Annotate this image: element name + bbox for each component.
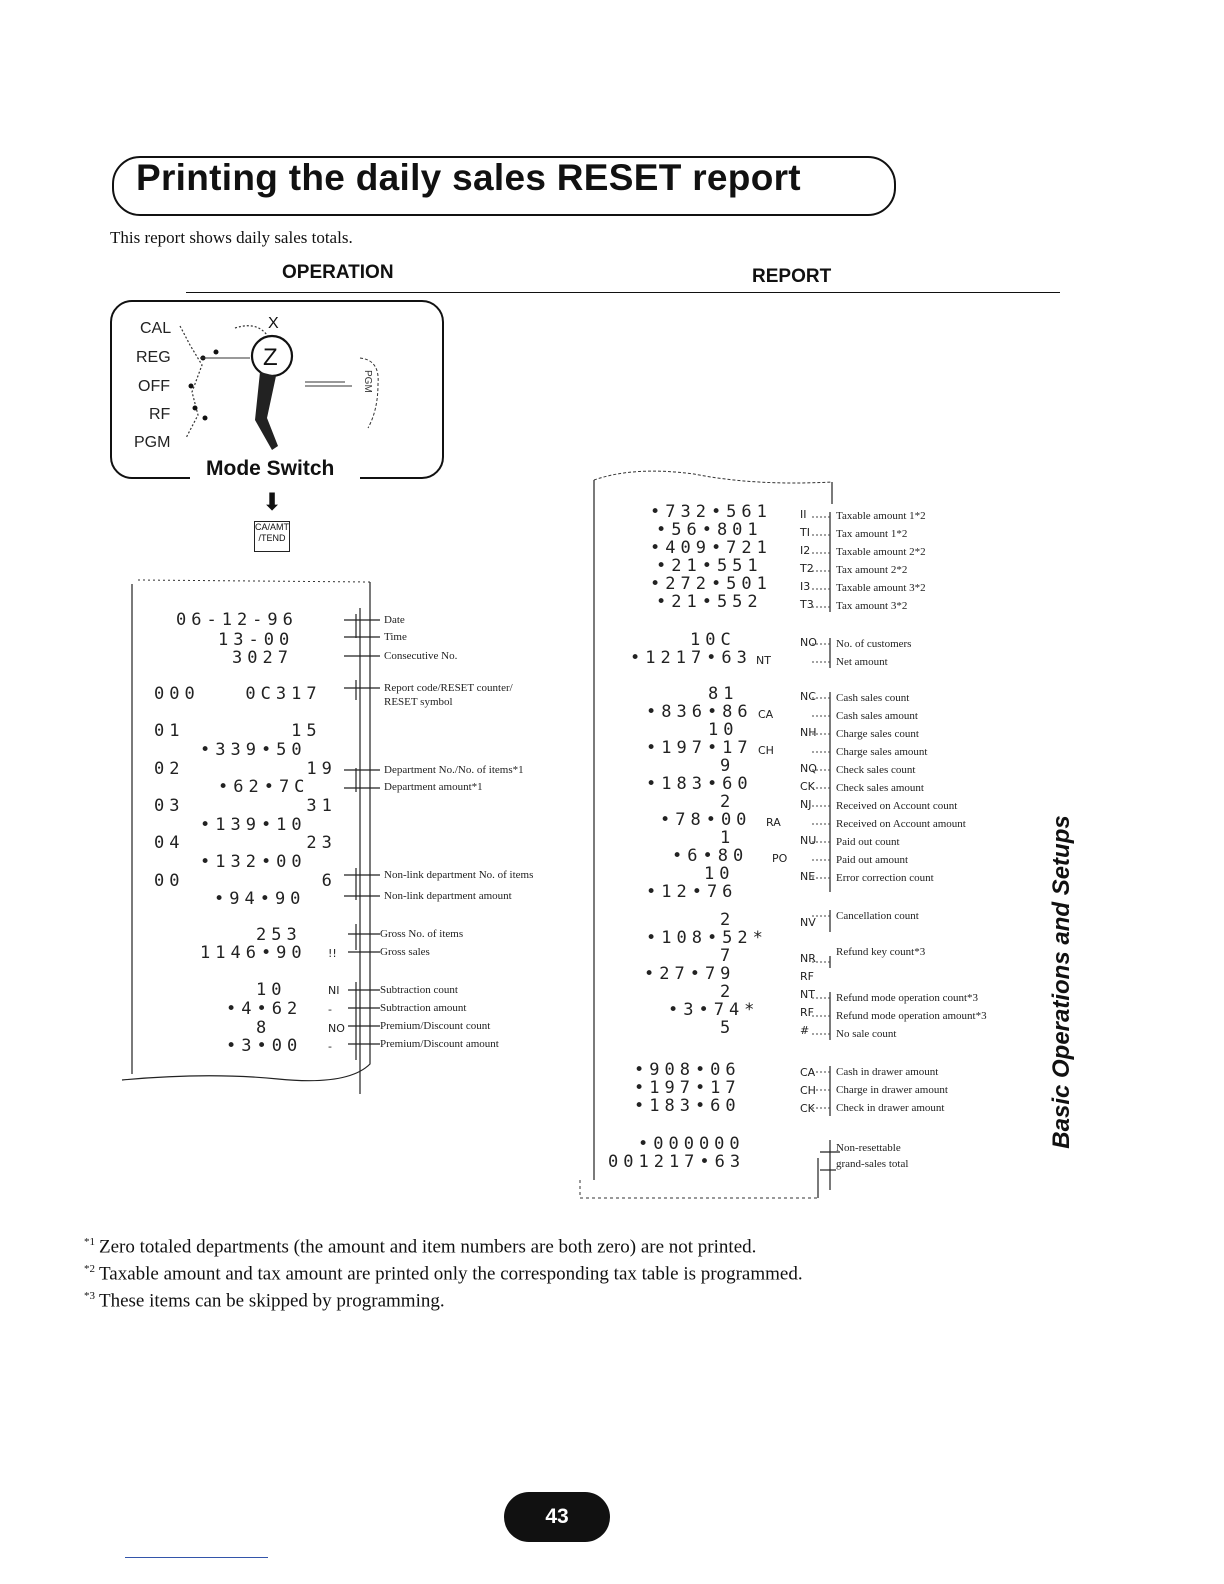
receipt-line: 2 [720, 910, 736, 930]
receipt-symbol: NU [800, 834, 817, 847]
receipt-symbol: NT [756, 654, 771, 667]
receipt-line: •27•79 [644, 964, 736, 984]
label-dept-amount: Department amount*1 [384, 781, 483, 793]
receipt-symbol: NV [800, 916, 816, 929]
receipt-symbol: NT [800, 988, 815, 1001]
receipt-line: 10 [704, 864, 735, 884]
label-no-sale: No sale count [836, 1028, 897, 1040]
receipt-date: 06-12-96 [176, 610, 298, 630]
receipt-symbol: CH [758, 744, 774, 757]
label-error-correction: Error correction count [836, 872, 934, 884]
receipt-line: 04 23 [154, 833, 337, 853]
receipt-symbol: T3 [800, 598, 814, 611]
left-receipt [118, 600, 378, 1100]
label-subtraction-count: Subtraction count [380, 984, 458, 996]
label-subtraction-amount: Subtraction amount [380, 1002, 467, 1014]
receipt-line: •12•76 [646, 882, 738, 902]
receipt-symbol: # [800, 1024, 810, 1037]
receipt-symbol: RF [800, 1006, 814, 1019]
receipt-line: 9 [720, 756, 736, 776]
receipt-line: 10 [256, 980, 287, 1000]
label-charge-amount: Charge sales amount [836, 746, 928, 758]
receipt-line: •78•00 [660, 810, 752, 830]
receipt-symbol: CA [758, 708, 774, 721]
svg-text:PGM: PGM [362, 370, 373, 393]
receipt-symbol: NC [800, 690, 816, 703]
label-net-amount: Net amount [836, 656, 888, 668]
ca-key-label-bottom: /TEND [258, 533, 286, 543]
label-charge-count: Charge sales count [836, 728, 919, 740]
label-tax-2: Tax amount 2*2 [836, 564, 908, 576]
label-taxable-3: Taxable amount 3*2 [836, 582, 926, 594]
report-header: REPORT [752, 266, 832, 287]
receipt-line: •21•552 [656, 592, 763, 612]
svg-text:Z: Z [263, 344, 278, 371]
receipt-symbol: TI [800, 526, 810, 539]
label-nonlink-amount: Non-link department amount [384, 890, 512, 902]
receipt-line: •3•00 [226, 1036, 303, 1056]
label-cash-count: Cash sales count [836, 692, 910, 704]
label-time: Time [384, 631, 407, 643]
label-check-count: Check sales count [836, 764, 916, 776]
page-subtitle: This report shows daily sales totals. [110, 228, 353, 247]
mode-position-pgm: PGM [134, 434, 171, 451]
label-cancellation: Cancellation count [836, 910, 919, 922]
label-taxable-2: Taxable amount 2*2 [836, 546, 926, 558]
mode-position-rf: RF [149, 406, 171, 423]
receipt-line: •3•74* [668, 1000, 760, 1020]
receipt-symbol: NI [328, 984, 340, 997]
label-premium-amount: Premium/Discount amount [380, 1038, 499, 1050]
receipt-line: 2 [720, 982, 736, 1002]
receipt-line: •6•80 [672, 846, 749, 866]
label-roa-amount: Received on Account amount [836, 818, 966, 830]
receipt-time: 13-00 [218, 630, 295, 650]
receipt-symbol: NJ [800, 798, 812, 811]
receipt-line: •56•801 [656, 520, 763, 540]
receipt-line: 8 [256, 1018, 272, 1038]
label-cash-in-drawer: Cash in drawer amount [836, 1066, 939, 1078]
receipt-line: •139•10 [200, 815, 307, 835]
receipt-symbol: NQ [800, 762, 817, 775]
mode-switch-diagram [110, 300, 440, 475]
receipt-symbol: NR [800, 952, 816, 965]
side-section-tab: Basic Operations and Setups [1048, 815, 1075, 1149]
receipt-line: •94•90 [214, 889, 306, 909]
label-charge-in-drawer: Charge in drawer amount [836, 1084, 948, 1096]
label-consecutive: Consecutive No. [384, 650, 458, 662]
receipt-line: •183•60 [646, 774, 753, 794]
receipt-line: 10 [708, 720, 739, 740]
receipt-line: •132•00 [200, 852, 307, 872]
receipt-symbol: NE [800, 870, 816, 883]
arrow-down-icon: ⬇ [262, 489, 283, 516]
label-refund-mode-count: Refund mode operation count*3 [836, 992, 979, 1004]
label-paidout-amount: Paid out amount [836, 854, 909, 866]
label-non-resettable: Non-resettable [836, 1142, 901, 1154]
receipt-line: 7 [720, 946, 736, 966]
receipt-line: 02 19 [154, 759, 337, 779]
receipt-symbol: CH [800, 1084, 816, 1097]
label-check-in-drawer: Check in drawer amount [836, 1102, 945, 1114]
receipt-symbol: I3 [800, 580, 811, 593]
svg-text:X: X [268, 315, 279, 332]
receipt-symbol: CK [800, 780, 815, 793]
page-title: Printing the daily sales RESET report [136, 157, 801, 198]
receipt-symbol: - [328, 1040, 332, 1053]
label-customers: No. of customers [836, 638, 912, 650]
label-gross-items: Gross No. of items [380, 928, 464, 940]
receipt-symbol: - [328, 1003, 332, 1016]
receipt-report-code: 000 0C317 [154, 684, 322, 704]
receipt-line: 5 [720, 1018, 736, 1038]
mode-switch-caption: Mode Switch [206, 457, 335, 480]
receipt-line: 10C [690, 630, 736, 650]
mode-position-cal: CAL [140, 320, 172, 337]
receipt-line: •272•501 [650, 574, 772, 594]
receipt-symbol: PO [772, 852, 788, 865]
label-premium-count: Premium/Discount count [380, 1020, 491, 1032]
receipt-line: 001217•63 [608, 1152, 746, 1172]
label-check-amount: Check sales amount [836, 782, 924, 794]
receipt-line: •197•17 [634, 1078, 741, 1098]
label-gross-sales: Gross sales [380, 946, 430, 958]
receipt-line: •000000 [638, 1134, 745, 1154]
receipt-symbol: CK [800, 1102, 815, 1115]
ca-amt-tend-key-icon [254, 521, 290, 552]
receipt-line: •908•06 [634, 1060, 741, 1080]
receipt-line: 253 [256, 925, 302, 945]
receipt-line: •836•86 [646, 702, 753, 722]
label-taxable-1: Taxable amount 1*2 [836, 510, 926, 522]
receipt-line: 2 [720, 792, 736, 812]
receipt-consecutive: 3027 [232, 648, 293, 668]
receipt-line: •1217•63 [630, 648, 752, 668]
footnote-3: $^{*3}$ These items can be skipped by programming. [84, 1290, 445, 1312]
label-report-code: Report code/RESET counter/ [384, 682, 513, 694]
receipt-symbol: NH [800, 726, 817, 739]
label-nonlink-no: Non-link department No. of items [384, 869, 534, 881]
label-tax-3: Tax amount 3*2 [836, 600, 908, 612]
mode-position-off: OFF [138, 378, 170, 395]
label-tax-1: Tax amount 1*2 [836, 528, 908, 540]
receipt-symbol: RA [766, 816, 781, 829]
label-cash-amount: Cash sales amount [836, 710, 918, 722]
receipt-symbol: RF [800, 970, 814, 983]
footnote-2: $^{*2}$ Taxable amount and tax amount are printed only the corresponding tax table is programmed. [84, 1263, 803, 1285]
receipt-symbol: T2 [800, 562, 814, 575]
label-refund-mode-amount: Refund mode operation amount*3 [836, 1010, 987, 1022]
receipt-line: 00 6 [154, 871, 337, 891]
header-divider [186, 292, 1060, 293]
receipt-line: 1 [720, 828, 736, 848]
label-date: Date [384, 614, 405, 626]
receipt-line: 01 15 [154, 721, 322, 741]
page-number: 43 [504, 1492, 610, 1542]
receipt-symbol: CA [800, 1066, 816, 1079]
operation-header: OPERATION [282, 262, 394, 283]
ca-key-label-top: CA/AMT [255, 522, 290, 532]
receipt-line: 03 31 [154, 796, 337, 816]
receipt-symbol: NO [328, 1022, 345, 1035]
receipt-line: 81 [708, 684, 739, 704]
receipt-line: •183•60 [634, 1096, 741, 1116]
label-dept-no: Department No./No. of items*1 [384, 764, 524, 776]
receipt-line: •339•50 [200, 740, 307, 760]
receipt-symbol: I2 [800, 544, 811, 557]
mode-position-reg: REG [136, 349, 171, 366]
label-grand-total: grand-sales total [836, 1158, 909, 1170]
right-label-column [836, 504, 1036, 1194]
bottom-divider [125, 1557, 268, 1558]
receipt-line: •4•62 [226, 999, 303, 1019]
receipt-line: 1146•90 [200, 943, 307, 963]
label-roa-count: Received on Account count [836, 800, 958, 812]
receipt-line: •197•17 [646, 738, 753, 758]
receipt-line: •409•721 [650, 538, 772, 558]
receipt-line: •21•551 [656, 556, 763, 576]
label-reset-symbol: RESET symbol [384, 696, 453, 708]
footnote-1: $^{*1}$ Zero totaled departments (the amount and item numbers are both zero) are not printed. [84, 1236, 757, 1258]
receipt-symbol: II [800, 508, 807, 521]
label-paidout-count: Paid out count [836, 836, 900, 848]
receipt-line: •108•52* [646, 928, 768, 948]
receipt-line: •732•561 [650, 502, 772, 522]
receipt-line: •62•7C [218, 777, 310, 797]
right-receipt [604, 500, 817, 1190]
receipt-symbol: !! [328, 947, 337, 960]
receipt-symbol: NO [800, 636, 817, 649]
label-refund-key-count: Refund key count*3 [836, 946, 926, 958]
